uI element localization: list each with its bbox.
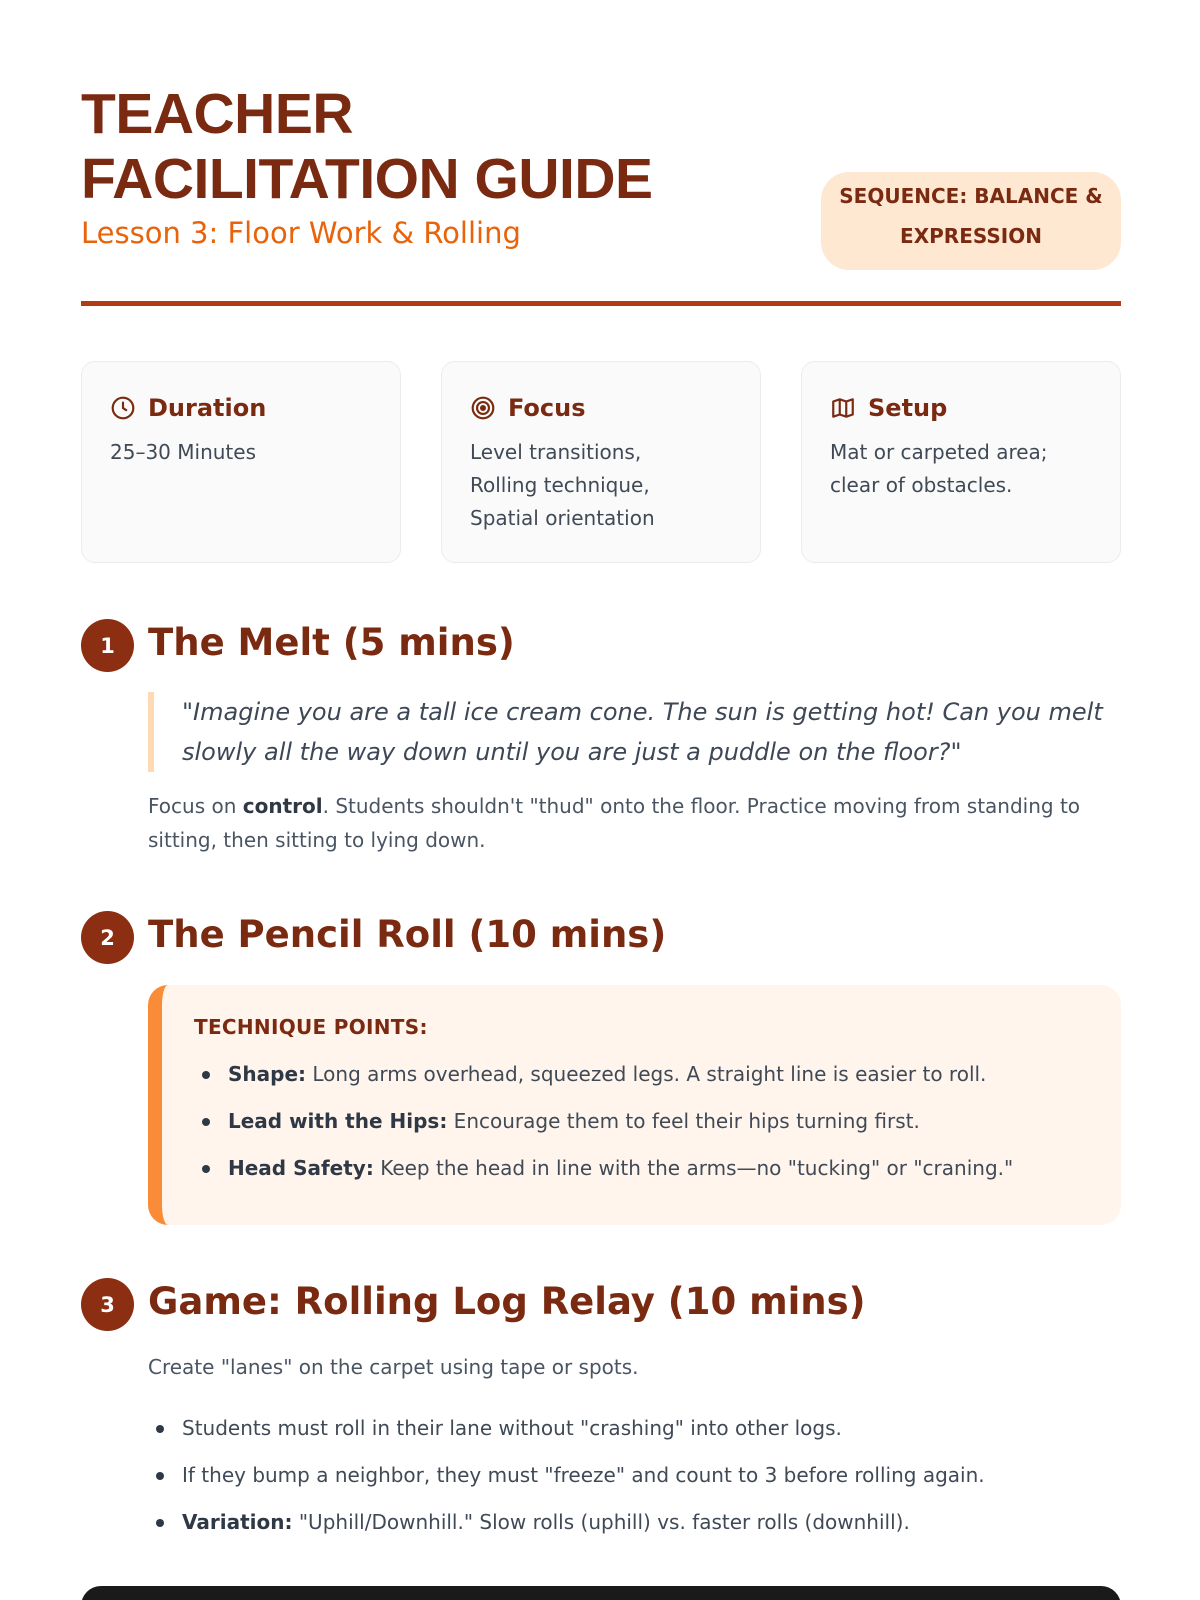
sequence-badge bbox=[821, 172, 1121, 270]
title-line-2: FACILITATION GUIDE bbox=[81, 147, 653, 211]
melt-note-rest-1: . Students shouldn't "thud" onto the floor. Practice moving from standing to bbox=[322, 794, 1081, 818]
clock-icon bbox=[110, 395, 136, 421]
sequence-badge-line-1: SEQUENCE: BALANCE & bbox=[839, 184, 1103, 208]
duration-line: 25–30 Minutes bbox=[110, 440, 256, 464]
melt-note bbox=[148, 789, 1123, 857]
game-intro: Create "lanes" on the carpet using tape or spots. bbox=[148, 1355, 639, 1379]
game-rule: If they bump a neighbor, they must "freeze" and count to 3 before rolling again. bbox=[148, 1452, 1123, 1499]
map-icon bbox=[830, 395, 856, 421]
lesson-subtitle: Lesson 3: Floor Work & Rolling bbox=[81, 216, 521, 250]
target-icon bbox=[470, 395, 496, 421]
focus-card-header bbox=[470, 394, 732, 422]
melt-note-bold: control bbox=[242, 794, 323, 818]
setup-line-1: Mat or carpeted area; bbox=[830, 440, 1048, 464]
header-divider bbox=[81, 301, 1121, 306]
melt-quote-line-1: "Imagine you are a tall ice cream cone. The sun is getting hot! Can you melt bbox=[182, 698, 1103, 726]
focus-line-2: Rolling technique, bbox=[470, 473, 650, 497]
melt-note-line-1 bbox=[148, 789, 1123, 823]
game-rule-label: Variation: bbox=[182, 1510, 293, 1534]
section-1-number: 1 bbox=[81, 619, 134, 672]
section-1-title: The Melt (5 mins) bbox=[148, 621, 515, 664]
setup-line-2: clear of obstacles. bbox=[830, 473, 1013, 497]
duration-label: Duration bbox=[148, 394, 267, 422]
technique-points-list bbox=[194, 1051, 1089, 1192]
duration-card bbox=[81, 361, 401, 563]
section-2-title: The Pencil Roll (10 mins) bbox=[148, 913, 667, 956]
technique-points-box bbox=[148, 985, 1121, 1225]
facilitation-guide-page bbox=[81, 0, 1121, 1600]
melt-note-line-2: sitting, then sitting to lying down. bbox=[148, 828, 486, 852]
duration-value bbox=[110, 436, 372, 469]
technique-point-text: Long arms overhead, squeezed legs. A straight line is easier to roll. bbox=[306, 1062, 987, 1086]
section-3-number: 3 bbox=[81, 1278, 134, 1331]
focus-value bbox=[470, 436, 732, 535]
focus-line-3: Spatial orientation bbox=[470, 506, 655, 530]
technique-point-text: Encourage them to feel their hips turning first. bbox=[447, 1109, 920, 1133]
melt-quote bbox=[148, 692, 1108, 772]
technique-point-label: Head Safety: bbox=[228, 1156, 374, 1180]
page-title bbox=[81, 82, 761, 212]
setup-card bbox=[801, 361, 1121, 563]
setup-label: Setup bbox=[868, 394, 948, 422]
game-rule bbox=[148, 1499, 1123, 1546]
melt-note-prefix: Focus on bbox=[148, 794, 243, 818]
technique-point bbox=[194, 1051, 1089, 1098]
footer-bar bbox=[81, 1586, 1121, 1600]
technique-point-text: Keep the head in line with the arms—no "tucking" or "craning." bbox=[373, 1156, 1014, 1180]
title-line-1: TEACHER bbox=[81, 82, 354, 146]
focus-line-1: Level transitions, bbox=[470, 440, 642, 464]
technique-point-label: Shape: bbox=[228, 1062, 307, 1086]
duration-card-header bbox=[110, 394, 372, 422]
melt-quote-line-2: slowly all the way down until you are just a puddle on the floor?" bbox=[182, 738, 962, 766]
technique-points-heading: TECHNIQUE POINTS: bbox=[194, 1015, 428, 1039]
game-rules-list bbox=[148, 1405, 1123, 1546]
technique-point bbox=[194, 1098, 1089, 1145]
setup-value bbox=[830, 436, 1092, 502]
section-3-title: Game: Rolling Log Relay (10 mins) bbox=[148, 1280, 866, 1323]
game-rule: Students must roll in their lane without "crashing" into other logs. bbox=[148, 1405, 1123, 1452]
focus-card bbox=[441, 361, 761, 563]
game-rule-text: "Uphill/Downhill." Slow rolls (uphill) vs. faster rolls (downhill). bbox=[292, 1510, 910, 1534]
focus-label: Focus bbox=[508, 394, 586, 422]
section-2-number: 2 bbox=[81, 911, 134, 964]
technique-point-label: Lead with the Hips: bbox=[228, 1109, 448, 1133]
technique-point bbox=[194, 1145, 1089, 1192]
sequence-badge-line-2: EXPRESSION bbox=[900, 224, 1042, 248]
setup-card-header bbox=[830, 394, 1092, 422]
